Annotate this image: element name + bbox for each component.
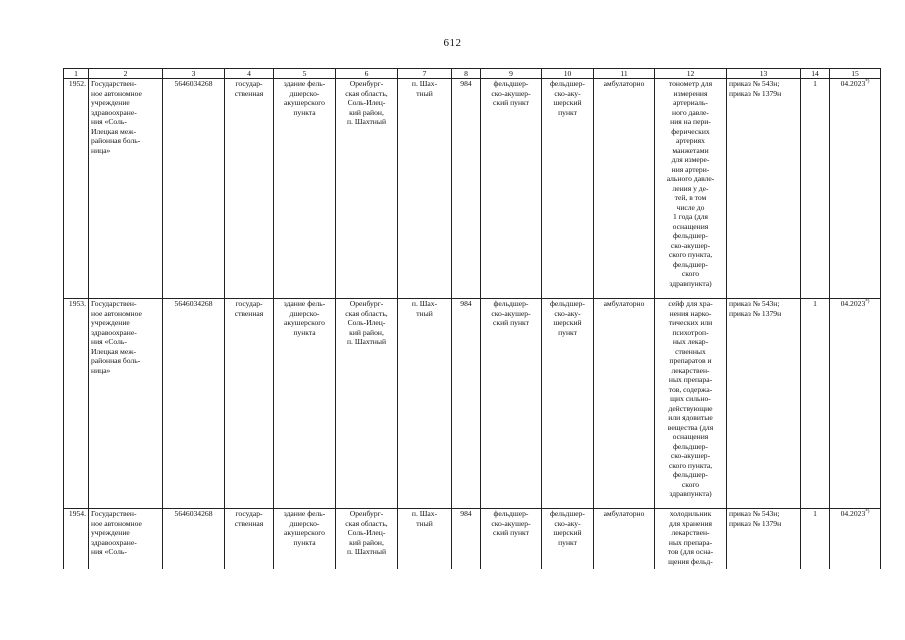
unit-type: фельдшер- ско-аку- шерский пункт xyxy=(542,79,594,299)
page-number: 612 xyxy=(443,37,462,49)
building-type: здание фель- дшерско- акушерского пункта xyxy=(274,509,336,569)
care-condition: амбулаторно xyxy=(594,299,655,509)
unit-type: фельдшер- ско-аку- шерский пункт xyxy=(542,299,594,509)
order-reference: приказ № 543н; приказ № 1379н xyxy=(727,299,801,509)
facility-type: фельдшер- ско-акушер- ский пункт xyxy=(481,79,542,299)
column-number: 9 xyxy=(481,69,542,79)
footnote-mark: *) xyxy=(865,299,870,305)
quantity: 1 xyxy=(801,299,830,509)
organization-name: Государствен- ное автономное учреждение здравоохране- ния «Соль- Илецкая меж- районная боль- ница» xyxy=(89,299,163,509)
column-number: 6 xyxy=(336,69,398,79)
column-number: 12 xyxy=(655,69,727,79)
row-number: 1952. xyxy=(64,79,89,299)
delivery-date: 04.2023*) xyxy=(830,509,881,569)
column-number-row xyxy=(64,69,881,79)
settlement: п. Шах- тный xyxy=(398,79,452,299)
delivery-date: 04.2023*) xyxy=(830,299,881,509)
row-number: 1953. xyxy=(64,299,89,509)
quantity: 1 xyxy=(801,509,830,569)
building-type: здание фель- дшерско- акушерского пункта xyxy=(274,299,336,509)
quantity: 1 xyxy=(801,79,830,299)
column-number: 14 xyxy=(801,69,830,79)
column-number: 15 xyxy=(830,69,881,79)
column-number: 4 xyxy=(225,69,274,79)
equipment-name: сейф для хра- нения нарко- тических или психотроп- ных лекар- ственных препаратов и лекарствен- ных препара- тов, содержа- щих сильно- действующие или ядовитые вещества (для оснащения фельдшер- ско-акушер- ского пункта, фельдшер- ского здравпункта) xyxy=(655,299,727,509)
facility-type: фельдшер- ско-акушер- ский пункт xyxy=(481,509,542,569)
row-number: 1954. xyxy=(64,509,89,569)
order-reference: приказ № 543н; приказ № 1379н xyxy=(727,509,801,569)
building-type: здание фель- дшерско- акушерского пункта xyxy=(274,79,336,299)
population: 984 xyxy=(452,509,481,569)
care-condition: амбулаторно xyxy=(594,509,655,569)
population: 984 xyxy=(452,299,481,509)
address: Оренбург- ская область, Соль-Илец- кий район, п. Шахтный xyxy=(336,79,398,299)
column-number: 13 xyxy=(727,69,801,79)
ownership-form: государ- ственная xyxy=(225,299,274,509)
delivery-date: 04.2023*) xyxy=(830,79,881,299)
footnote-mark: *) xyxy=(865,509,870,515)
facility-type: фельдшер- ско-акушер- ский пункт xyxy=(481,299,542,509)
inn-value: 5646034268 xyxy=(163,509,225,569)
address: Оренбург- ская область, Соль-Илец- кий район, п. Шахтный xyxy=(336,509,398,569)
population: 984 xyxy=(452,79,481,299)
registry-table xyxy=(63,68,881,569)
order-reference: приказ № 543н; приказ № 1379н xyxy=(727,79,801,299)
column-number: 7 xyxy=(398,69,452,79)
column-number: 3 xyxy=(163,69,225,79)
settlement: п. Шах- тный xyxy=(398,299,452,509)
care-condition: амбулаторно xyxy=(594,79,655,299)
table-row xyxy=(64,509,881,569)
unit-type: фельдшер- ско-аку- шерский пункт xyxy=(542,509,594,569)
equipment-name: холодильник для хранения лекарствен- ных препара- тов (для осна- щения фельд- xyxy=(655,509,727,569)
column-number: 1 xyxy=(64,69,89,79)
column-number: 8 xyxy=(452,69,481,79)
column-number: 2 xyxy=(89,69,163,79)
inn-value: 5646034268 xyxy=(163,299,225,509)
table-row xyxy=(64,299,881,509)
column-number: 11 xyxy=(594,69,655,79)
organization-name: Государствен- ное автономное учреждение здравоохране- ния «Соль- xyxy=(89,509,163,569)
column-number: 10 xyxy=(542,69,594,79)
column-number: 5 xyxy=(274,69,336,79)
equipment-name: тонометр для измерения артериаль- ного давле- ния на пери- ферических артериях манжетами для измере- ния артери- ального давле- ления у де- тей, в том числе до 1 года (для оснащения фельдшер- ско-акушер- ского пункта, фельдшер- ского здравпункта) xyxy=(655,79,727,299)
settlement: п. Шах- тный xyxy=(398,509,452,569)
footnote-mark: *) xyxy=(865,79,870,85)
ownership-form: государ- ственная xyxy=(225,79,274,299)
organization-name: Государствен- ное автономное учреждение здравоохране- ния «Соль- Илецкая меж- районная боль- ница» xyxy=(89,79,163,299)
ownership-form: государ- ственная xyxy=(225,509,274,569)
table-row xyxy=(64,79,881,299)
address: Оренбург- ская область, Соль-Илец- кий район, п. Шахтный xyxy=(336,299,398,509)
inn-value: 5646034268 xyxy=(163,79,225,299)
